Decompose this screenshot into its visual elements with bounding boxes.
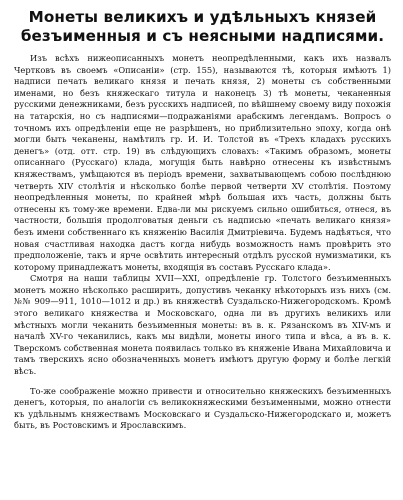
paragraph-1: Изъ всѣхъ нижеописанныхъ монетъ неопредѣленными, какъ ихъ назвалъ Чертковъ въ своемъ «Описаніи» (стр. 155), называются тѣ, которыя имѣютъ 1) надписи печать великаго князя и печать князя, 2) монеты съ собственными именами, но безъ княжескаго титула и наконецъ 3) тѣ монеты, чеканенныя русскими денежниками, безъ русскихъ надписей, по вѣйшнему своему виду похожія на татарскія, но съ надписями—подражаніями арабскимъ легендамъ. Вопросъ о точномъ ихъ опредѣленіи еще не разрѣшенъ, но приблизительно эпоху, когда онѣ могли быть чеканены, намѣтилъ гр. И. И. Толстой въ «Трехъ кладахъ русскихъ денегъ» (отд. отт. стр. 19) въ слѣдующихъ словахъ: «Такимъ образомъ, монеты описаннаго (Русскаго) клада, могущія быть навѣрно отнесены къ извѣстнымъ княжествамъ, умѣщаются въ періодъ времени, захватывающемъ собою послѣднюю четверть XIV столѣтія и нѣсколько болѣе первой четверти XV столѣтія. Поэтому неопредѣленныя монеты, по крайней мѣрѣ большая ихъ часть, должны быть отнесены къ тому-же времени. Едва-ли мы рискуемъ сильно ошибиться, отнеся, въ частности, большія продолговатыя деньги съ надписью «печать великаго князя» безъ имени собственнаго къ княженію Василія Дмитріевича. Будемъ надѣяться, что новая счастливая находка дастъ когда нибудь возможность намъ провѣрить это предположеніе, такъ и ярче освѣтить интересный отдѣлъ русской нумизматики, къ которому принадлежатъ монеты, входящія въ составъ Русскаго клада». <box>14 53 391 272</box>
title-line-1: Монеты великихъ и удѣльныхъ князей <box>28 8 377 26</box>
paragraph-gap <box>14 378 391 386</box>
paragraph-2: Смотря на наши таблицы XVII—XXI, опредѣленіе гр. Толстого безъименныхъ монетъ можно нѣсколько расширить, допустивъ чеканку нѣкоторыхъ изъ нихъ (см. №№ 909—911, 1010—1012 и др.) въ княжествѣ Суздальско-Нижегородскомъ. Кромѣ этого великаго княжества и Московскаго, одна ли въ другихъ великихъ или мѣстныхъ могли чеканить безъименныя монеты: въ в. к. Рязанскомъ въ XIV-мъ и началѣ XV-го чеканились, какъ мы видѣли, монеты иного типа и вѣса, а въ в. к. Тверскомъ собственная монета появилась только въ княженіе Ивана Михайловича и тамъ тверскихъ ясно обозначенныхъ монетъ имѣютъ другую форму и болѣе легкій вѣсъ. <box>14 273 391 377</box>
title-line-2: безъименныя и съ неясными надписями. <box>20 27 385 45</box>
document-title <box>14 8 391 46</box>
paragraph-3: То-же соображеніе можно привести и относительно княжескихъ безъименныхъ денегъ, которыя, по аналогіи съ великокняжескими безъименными, можно отнести къ удѣльнымъ княжествамъ Московскаго и Суздальско-Нижегородскаго и, можетъ быть, въ Ростовскимъ и Ярославскимъ. <box>14 385 391 431</box>
